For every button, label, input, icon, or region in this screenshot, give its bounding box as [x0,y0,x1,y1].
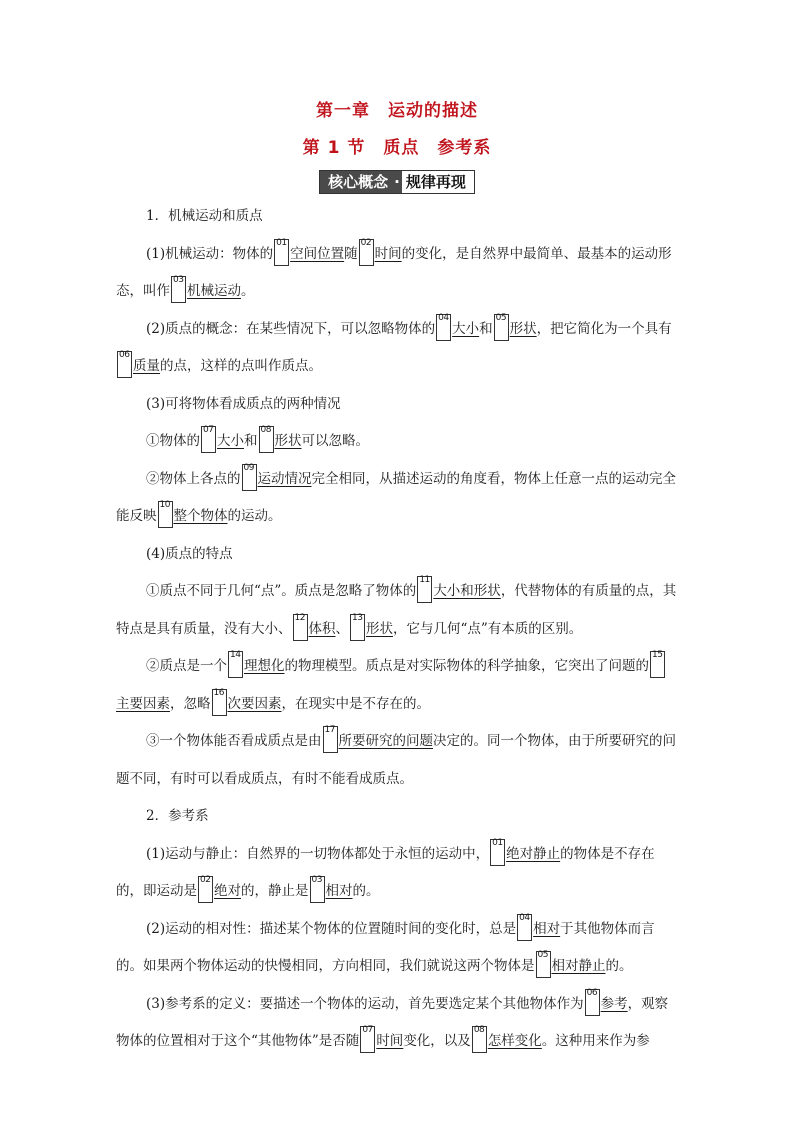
s1-paragraph-4 [116,423,678,461]
text-run: 的，静止是 [241,883,309,899]
s2-paragraph-3 [116,986,678,1061]
s1-paragraph-5 [116,461,678,536]
blank-number: 08 [473,1025,485,1035]
blank-number: 01 [492,837,503,848]
text-run: 和 [244,433,258,449]
text-run: ③一个物体能否看成质点是由 [146,733,322,749]
text-run: 变化，以及 [403,1033,471,1049]
section-title: 第 1 节 质点 参考系 [302,138,492,158]
text-run: ，它与几何“点”有本质的区别。 [393,620,583,637]
text-run: 的。 [605,958,633,974]
s2-paragraph-2 [116,911,678,986]
blank-number: 03 [311,875,322,885]
text-run: ①物体的 [146,433,200,449]
blank-number-box [201,426,216,453]
blank-number-box [242,464,257,491]
answer-text: 形状 [509,320,537,337]
banner-right-label: 规律再现 [402,171,474,193]
s1-paragraph-7 [116,573,678,648]
blank-number-box [536,951,551,978]
answer-text: 大小 [217,433,244,449]
answer-text: 机械运动 [187,283,241,299]
blank-number-box [117,351,132,378]
blank-number: 09 [243,462,254,473]
blank-number-box [472,1026,487,1053]
blank-number: 07 [203,425,214,435]
section-banner-wrap [0,170,794,194]
blank-number: 02 [360,237,372,248]
blank-number: 06 [119,350,130,360]
blank-number-box [158,501,173,528]
text-run: ，忽略 [170,695,211,712]
answer-text: 理想化 [244,658,285,674]
text-run: ，把它简化为一个具有 [536,320,672,337]
answer-text: 质量 [133,358,160,374]
answer-text: 相对静止 [551,958,606,974]
answer-text: 形状 [366,620,393,637]
blank-number: 08 [260,425,271,435]
blank-number-box [212,689,227,716]
answer-text: 绝对 [214,883,241,899]
blank-number: 16 [213,687,224,698]
text-run: ，在现实中是不存在的。 [281,695,430,712]
blank-number: 15 [652,650,663,660]
answer-text: 次要因素 [227,695,282,712]
text-run: (3)参考系的定义：要描述一个物体的运动，首先要选定某个其他物体作为 [146,995,584,1012]
answer-text: 运动情况 [257,470,312,487]
text-run: ，观察物体的位置相对于这个“其他物体”是否随 [116,995,669,1049]
answer-text: 体积 [308,620,336,637]
text-run: (2)质点的概念：在某些情况下，可以忽略物体的 [146,320,436,337]
text-run: 、 [335,620,349,637]
s1-paragraph-6: (4)质点的特点 [146,545,233,562]
text-run: 。 [241,283,255,299]
answer-text: 大小和形状 [433,583,501,599]
blank-number: 05 [537,950,548,960]
blank-number: 05 [495,312,507,323]
chapter-title: 第一章 运动的描述 [316,101,478,121]
blank-number-box [650,651,665,678]
blank-number-box [517,914,532,941]
text-run: ②质点是一个 [146,658,227,674]
blank-number: 04 [438,312,449,323]
text-run: (2)运动的相对性：描述某个物体的位置随时间的变化时，总是 [146,920,517,937]
blank-number-box [417,576,432,603]
s1-paragraph-9 [116,723,678,798]
text-run: 的物体是不存在的，即运动是 [116,845,655,899]
blank-number: 06 [586,987,598,998]
blank-number-box [310,876,325,903]
answer-text: 时间 [374,245,402,262]
blank-number-box [494,314,509,341]
blank-number: 13 [352,612,363,623]
section-banner [319,170,475,194]
text-run: 随 [344,245,358,262]
s1-heading: 1．机械运动和质点 [146,208,263,224]
blank-number-box [585,989,600,1016]
text-run: 的物理模型。质点是对实际物体的科学抽象，它突出了问题的 [284,658,649,674]
text-run: (1)运动与静止：自然界的一切物体都处于永恒的运动中， [146,845,490,862]
blank-number: 02 [200,875,211,885]
text-run: 于其他物体而言的。如果两个物体运动的快慢相同，方向相同，我们就说这两个物体是 [116,920,655,974]
blank-number-box [259,426,274,453]
text-run: 的运动。 [227,508,282,524]
text-run: 的点，这样的点叫作质点。 [160,358,322,374]
blank-number: 17 [324,725,335,735]
s1-paragraph-2 [116,311,678,386]
s2-heading: 2．参考系 [146,808,209,824]
answer-text: 绝对静止 [506,845,561,862]
blank-number-box [359,239,374,266]
answer-text: 怎样变化 [487,1033,542,1049]
blank-number-box [293,614,308,641]
blank-number-box [360,1026,375,1053]
blank-number: 14 [230,650,241,660]
blank-number-box [436,314,451,341]
blank-number-box [274,239,289,266]
text-run: 决定的。同一个物体，由于所要研究的问题不同，有时可以看成质点，有时不能看成质点。 [116,733,676,787]
blank-number: 10 [159,500,170,510]
blank-number-box [490,839,505,866]
answer-text: 时间 [376,1033,404,1049]
answer-text: 整个物体 [173,508,228,524]
document-body [116,198,678,1061]
blank-number: 01 [276,237,287,248]
blank-number-box [171,276,186,303]
answer-text: 形状 [274,433,302,449]
s1-paragraph-3: (3)可将物体看成质点的两种情况 [146,395,341,412]
s1-paragraph-8 [116,648,678,723]
text-run: ，代替物体的有质量的点，其特点是具有质量，没有大小、 [116,583,677,637]
answer-text: 主要因素 [116,695,170,712]
banner-separator: · [394,173,400,191]
blank-number-box [198,876,213,903]
answer-text: 空间位置 [290,245,345,262]
text-run: ①质点不同于几何“点”。质点是忽略了物体的 [146,583,417,599]
banner-left-label: 核心概念 [320,171,394,193]
text-run: 的变化，是自然界中最简单、最基本的运动形态，叫作 [116,245,672,299]
blank-number: 04 [519,912,530,923]
text-run: 完全相同，从描述运动的角度看，物体上任意一点的运动完全能反映 [116,470,676,524]
text-run: ②物体上各点的 [146,470,241,487]
text-run: 可以忽略。 [301,433,369,449]
answer-text: 相对 [533,920,561,937]
text-run: 和 [479,320,493,337]
blank-number: 07 [362,1025,373,1035]
text-run: 。这种用来作为参 [541,1033,650,1049]
s1-paragraph-1 [116,236,678,311]
answer-text: 所要研究的问题 [338,733,433,749]
blank-number: 03 [173,275,184,285]
s2-paragraph-1 [116,836,678,911]
blank-number-box [350,614,365,641]
blank-number-box [228,651,243,678]
blank-number: 12 [294,612,305,623]
blank-number: 11 [419,575,430,585]
text-run: 的。 [352,883,380,899]
text-run: (1)机械运动：物体的 [146,245,274,262]
blank-number-box [323,726,338,753]
answer-text: 大小 [452,320,480,337]
answer-text: 参考 [600,995,628,1012]
answer-text: 相对 [325,883,353,899]
